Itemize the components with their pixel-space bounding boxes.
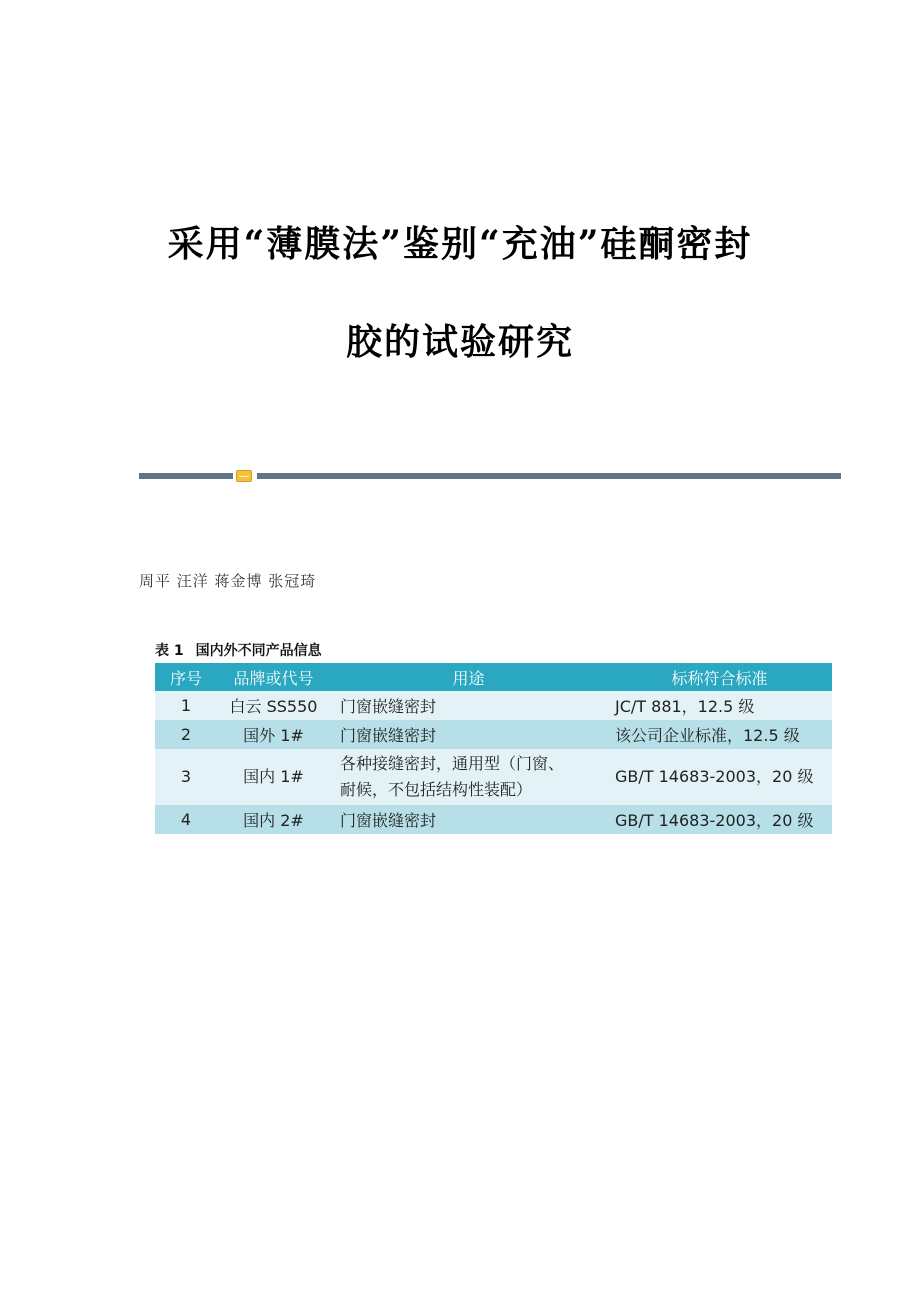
- cell-brand: 国内 2#: [217, 805, 330, 834]
- table-row: [155, 805, 832, 834]
- document-title-line-1: 采用“薄膜法”鉴别“充油”硅酮密封: [167, 223, 753, 265]
- cell-brand: 国内 1#: [217, 749, 330, 805]
- cell-standard: JC/T 881，12.5 级: [607, 691, 832, 720]
- cell-use-line-2: 耐候，不包括结构性装配）: [340, 780, 533, 799]
- cell-number: 2: [155, 720, 217, 749]
- cell-standard: 该公司企业标准，12.5 级: [607, 720, 832, 749]
- divider-bar-right: [257, 473, 841, 479]
- table-caption-number: 表 1: [155, 643, 184, 659]
- document-title-line-2: 胶的试验研究: [345, 321, 574, 363]
- table-row: [155, 691, 832, 720]
- cell-use-line-1: 各种接缝密封，通用型（门窗、: [340, 754, 565, 773]
- divider-emblem-icon: [236, 470, 252, 482]
- table-caption-text: 国内外不同产品信息: [195, 643, 322, 659]
- cell-number: 3: [155, 749, 217, 805]
- cell-standard: GB/T 14683-2003，20 级: [607, 749, 832, 805]
- product-info-table: [155, 663, 832, 834]
- header-number: 序号: [155, 663, 217, 691]
- table-header-row: [155, 663, 832, 691]
- table-caption: [155, 640, 322, 660]
- table-row: [155, 720, 832, 749]
- cell-number: 1: [155, 691, 217, 720]
- cell-use: [330, 749, 607, 805]
- cell-use: 门窗嵌缝密封: [330, 720, 607, 749]
- section-divider: [139, 470, 841, 482]
- cell-brand: 白云 SS550: [217, 691, 330, 720]
- cell-brand: 国外 1#: [217, 720, 330, 749]
- header-brand: 品牌或代号: [217, 663, 330, 691]
- cell-use: 门窗嵌缝密封: [330, 691, 607, 720]
- header-use: 用途: [330, 663, 607, 691]
- divider-bar-left: [139, 473, 233, 479]
- cell-standard: GB/T 14683-2003，20 级: [607, 805, 832, 834]
- author-list: 周平 汪洋 蒋金博 张冠琦: [139, 572, 317, 590]
- table-row: [155, 749, 832, 805]
- cell-number: 4: [155, 805, 217, 834]
- cell-use: 门窗嵌缝密封: [330, 805, 607, 834]
- header-standard: 标称符合标准: [607, 663, 832, 691]
